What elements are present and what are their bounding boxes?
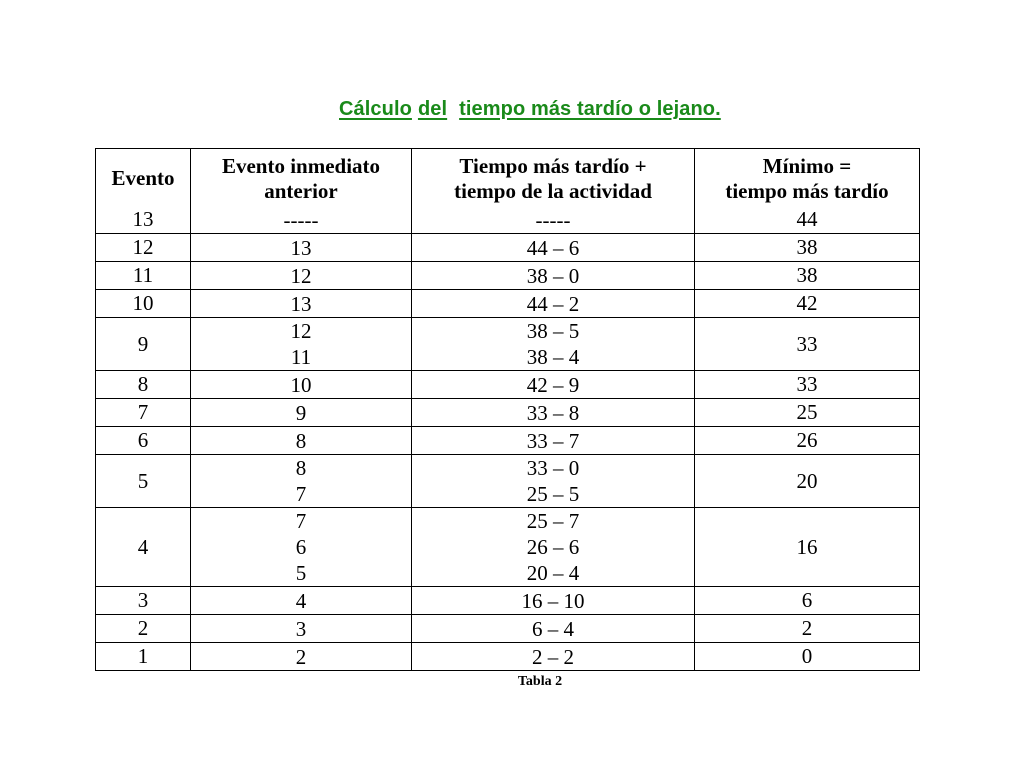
cell-tiempo-line: 33 – 0 [526,456,580,480]
cell-evento: 1 [96,643,191,671]
cell-anterior-line: 13 [290,291,312,316]
cell-tiempo [412,508,695,587]
cell-tiempo-line: 25 – 5 [526,482,580,506]
table-caption: Tabla 2 [517,674,563,689]
cell-tiempo-line: 38 – 4 [526,345,580,369]
title-word-calculo: Cálculo [339,98,412,120]
cell-tiempo-line: 44 – 6 [526,235,580,260]
cell-tiempo [412,318,695,371]
table-row [96,290,920,318]
cell-tiempo-line: 26 – 6 [526,535,580,559]
header-tiempo: Tiempo más tardío + tiempo de la actividad [412,149,695,207]
cell-anterior-line: 10 [290,372,312,397]
cell-evento: 8 [96,371,191,399]
cell-minimo: 2 [695,615,920,643]
header-row [96,149,920,207]
table-row [96,643,920,671]
table-row [96,262,920,290]
cell-tiempo-line: 6 – 4 [532,616,574,641]
cell-tiempo [412,587,695,615]
header-minimo: Mínimo = tiempo más tardío [695,149,920,207]
cell-minimo: 25 [695,399,920,427]
cell-evento: 4 [96,508,191,587]
table-row [96,427,920,455]
cell-anterior [191,290,412,318]
cell-minimo: 33 [695,371,920,399]
latest-time-table [95,148,920,671]
cell-evento: 11 [96,262,191,290]
cell-anterior-line: 9 [295,400,307,425]
cell-evento: 9 [96,318,191,371]
cell-minimo: 44 [695,206,920,234]
cell-tiempo-line: 16 – 10 [521,588,585,613]
cell-anterior [191,615,412,643]
cell-anterior-line: 8 [295,456,307,480]
cell-anterior [191,508,412,587]
cell-tiempo-line: 33 – 8 [526,400,580,425]
cell-minimo: 26 [695,427,920,455]
cell-tiempo [412,290,695,318]
cell-tiempo-line: 38 – 5 [526,319,580,343]
table-row [96,399,920,427]
cell-tiempo [412,206,695,234]
cell-tiempo-line: 33 – 7 [526,428,580,453]
cell-evento: 2 [96,615,191,643]
cell-tiempo-line: 20 – 4 [526,561,580,585]
cell-tiempo-line: 25 – 7 [526,509,580,533]
cell-tiempo-line: 44 – 2 [526,291,580,316]
cell-minimo: 0 [695,643,920,671]
cell-evento: 6 [96,427,191,455]
cell-tiempo [412,399,695,427]
cell-anterior-line: 3 [295,616,307,641]
cell-tiempo-line: 38 – 0 [526,263,580,288]
cell-anterior-line: 4 [295,588,307,613]
cell-tiempo [412,615,695,643]
cell-anterior-line: 7 [295,482,307,506]
cell-minimo: 33 [695,318,920,371]
cell-anterior [191,643,412,671]
table-row [96,455,920,508]
page-title [339,98,721,121]
cell-anterior-line: 2 [295,644,307,669]
cell-anterior-line: 5 [295,561,307,585]
cell-anterior [191,262,412,290]
cell-minimo: 16 [695,508,920,587]
cell-anterior [191,455,412,508]
table-row [96,587,920,615]
cell-evento: 7 [96,399,191,427]
cell-anterior [191,318,412,371]
cell-tiempo [412,371,695,399]
cell-evento: 10 [96,290,191,318]
table-row [96,318,920,371]
cell-tiempo [412,234,695,262]
cell-anterior-line: 12 [290,263,312,288]
table-row [96,371,920,399]
cell-tiempo [412,455,695,508]
cell-tiempo [412,427,695,455]
header-anterior: Evento inmediato anterior [191,149,412,207]
cell-anterior-line: ----- [283,207,319,232]
cell-anterior [191,399,412,427]
cell-minimo: 42 [695,290,920,318]
cell-anterior [191,371,412,399]
cell-minimo: 20 [695,455,920,508]
title-phrase: tiempo más tardío o lejano. [459,98,721,120]
cell-evento: 3 [96,587,191,615]
table-row [96,206,920,234]
cell-anterior-line: 11 [290,345,312,369]
cell-anterior-line: 13 [290,235,312,260]
title-word-del: del [417,98,448,120]
cell-anterior [191,587,412,615]
cell-tiempo-line: ----- [535,207,571,232]
cell-anterior-line: 7 [295,509,307,533]
cell-evento: 12 [96,234,191,262]
cell-tiempo [412,643,695,671]
cell-tiempo [412,262,695,290]
cell-anterior [191,427,412,455]
cell-tiempo-line: 2 – 2 [532,644,574,669]
cell-anterior-line: 8 [295,428,307,453]
table-row [96,234,920,262]
table-row [96,508,920,587]
cell-evento: 13 [96,206,191,234]
header-evento: Evento [96,149,191,207]
cell-tiempo-line: 42 – 9 [526,372,580,397]
cell-anterior-line: 6 [295,535,307,559]
table-row [96,615,920,643]
cell-minimo: 38 [695,262,920,290]
cell-anterior [191,206,412,234]
cell-minimo: 38 [695,234,920,262]
cell-anterior-line: 12 [290,319,312,343]
cell-minimo: 6 [695,587,920,615]
cell-evento: 5 [96,455,191,508]
cell-anterior [191,234,412,262]
